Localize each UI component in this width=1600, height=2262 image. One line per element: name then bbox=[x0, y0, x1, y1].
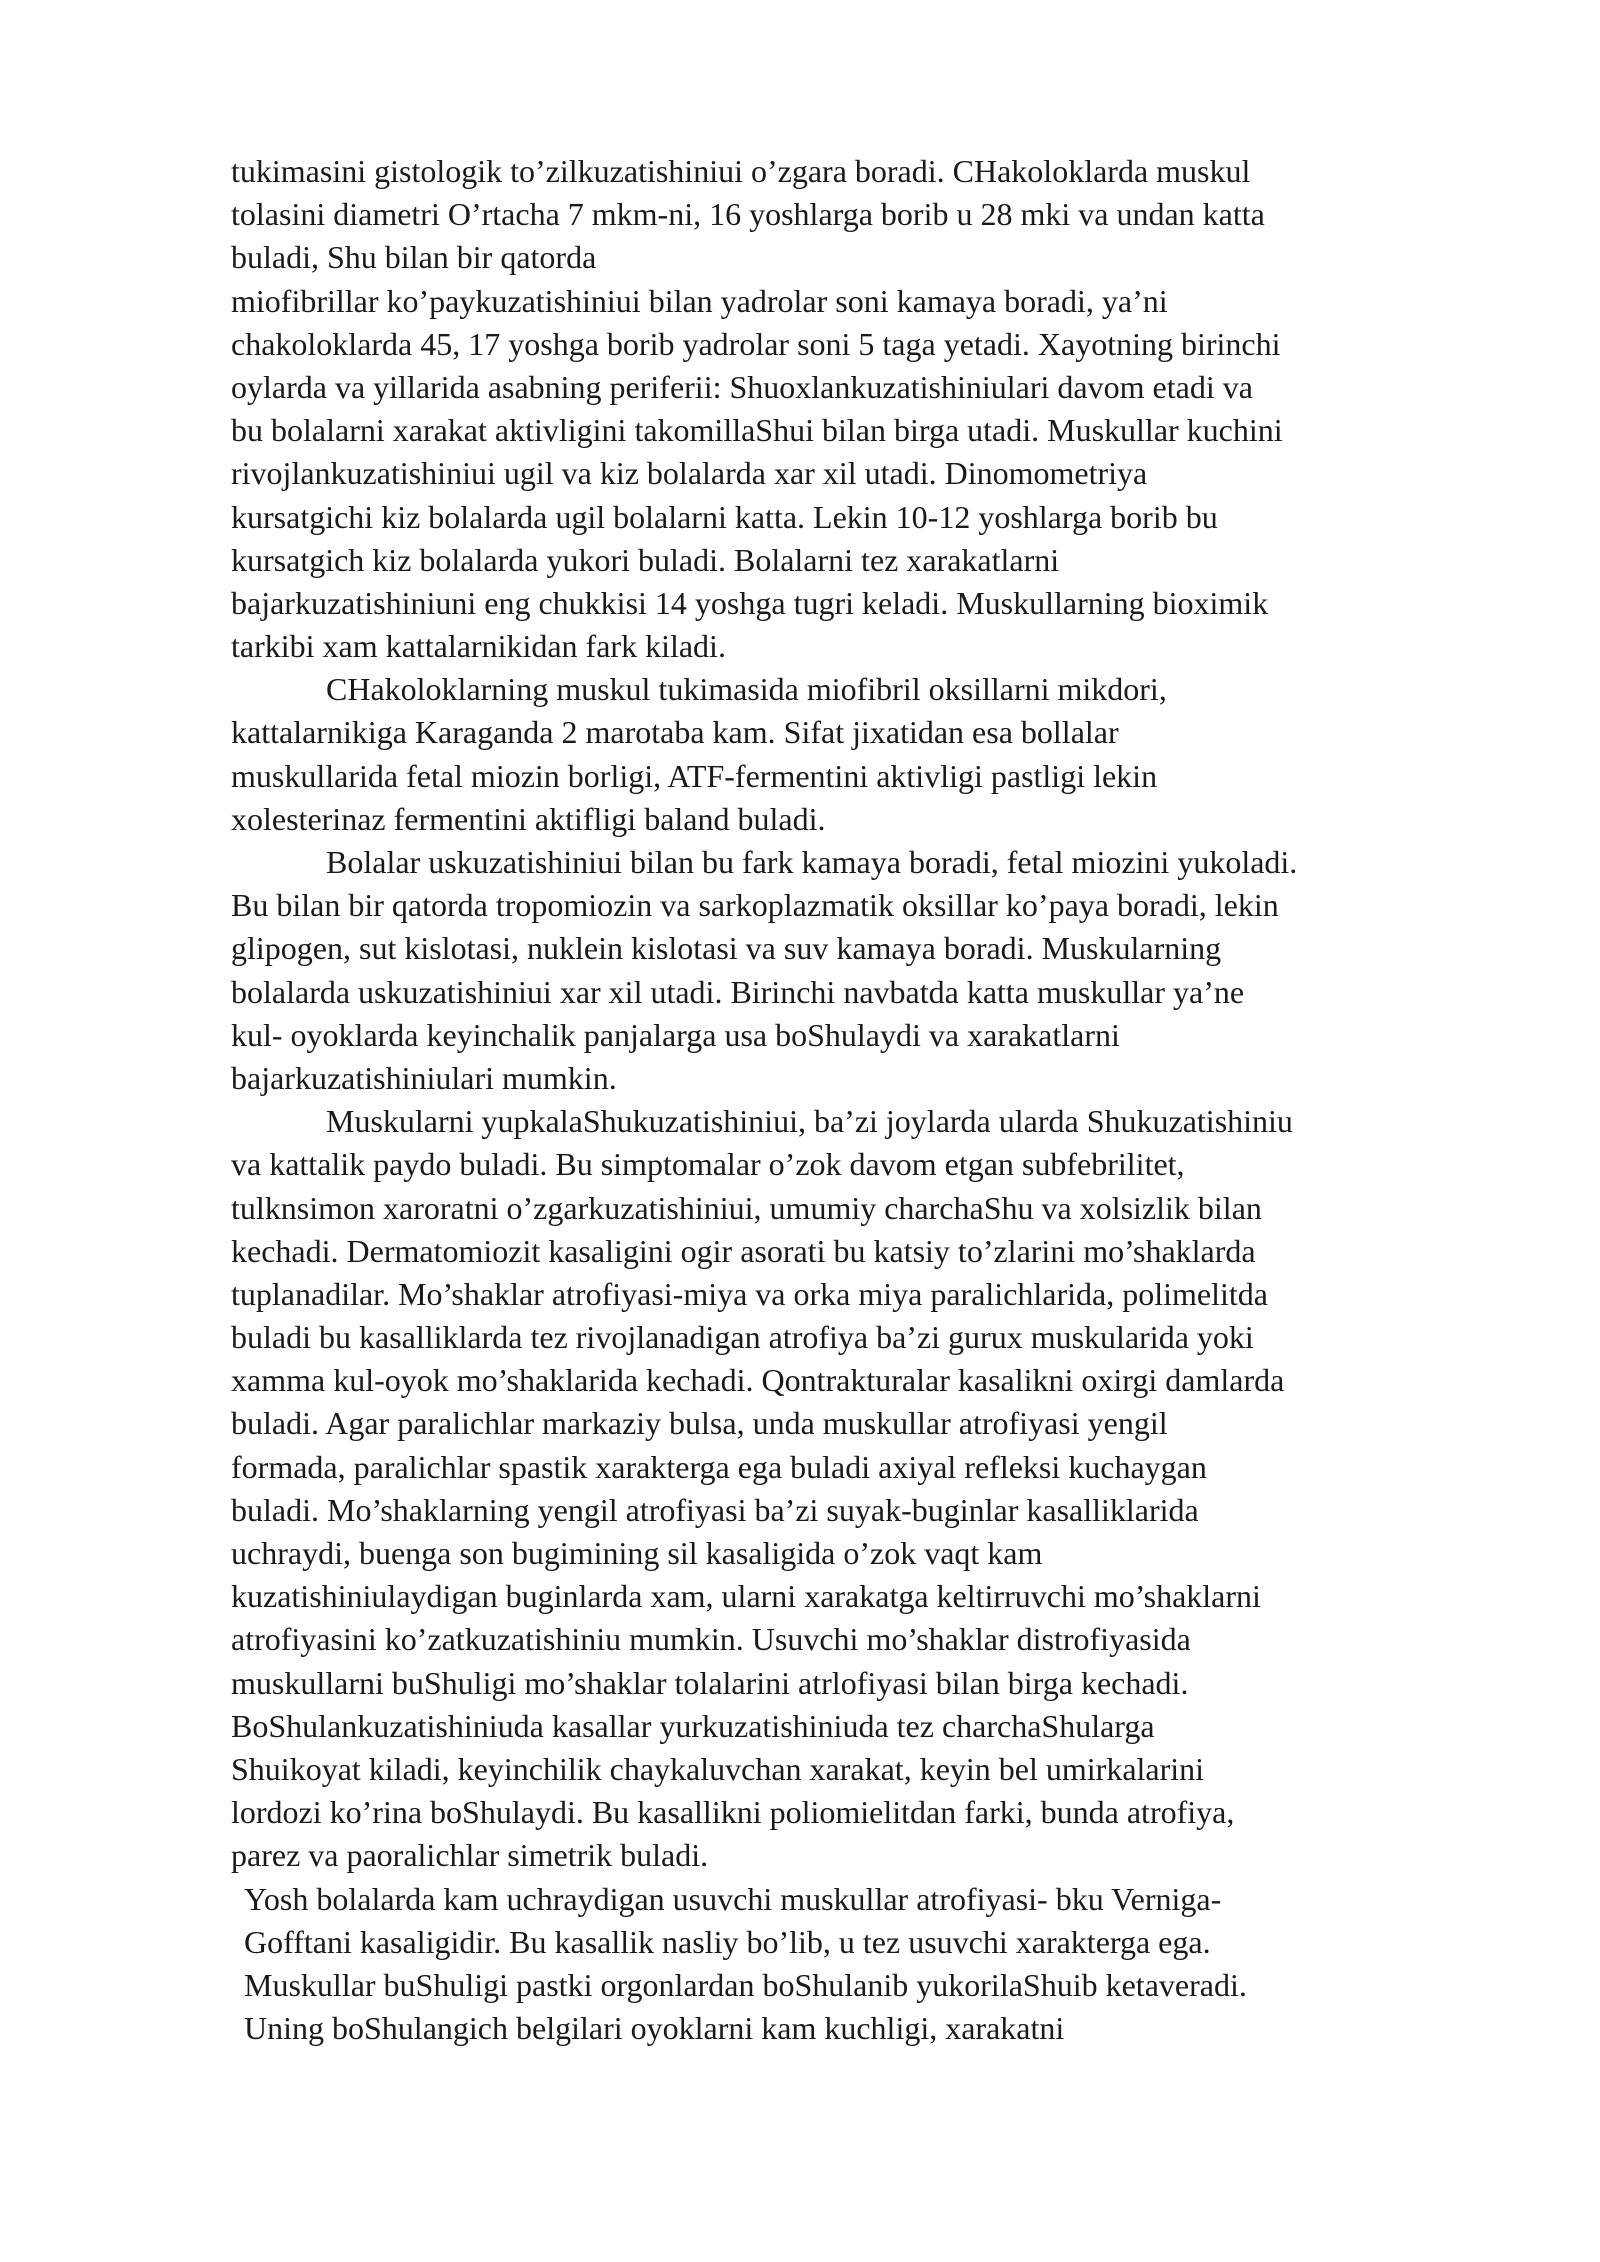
text-line: lordozi ko’rina boShulaydi. Bu kasallikni poliomielitdan farki, bunda atrofiya, bbox=[231, 1794, 1235, 1831]
text-line: kul- oyoklarda keyinchalik panjalarga usa boShulaydi va xarakatlarni bbox=[231, 1016, 1120, 1053]
paragraph-start-line: Bolalar uskuzatishiniui bilan bu fark kamaya boradi, fetal miozini yukoladi. bbox=[326, 844, 1298, 880]
text-line: bolalarda uskuzatishiniui xar xil utadi. Birinchi navbatda katta muskullar ya’ne bbox=[231, 973, 1245, 1010]
text-line: atrofiyasini ko’zatkuzatishiniu mumkin. Usuvchi mo’shaklar distrofiyasida bbox=[231, 1621, 1191, 1658]
text-line: va kattalik paydo buladi. Bu simptomalar o’zok davom etgan subfebrilitet, bbox=[231, 1146, 1185, 1183]
text-line: kursatgichi kiz bolalarda ugil bolalarni katta. Lekin 10-12 yoshlarga borib bu bbox=[231, 498, 1218, 535]
text-line: tukimasini gistologik to’zilkuzatishiniui o’zgara boradi. CHakoloklarda muskul bbox=[231, 153, 1251, 189]
text-line: tarkibi xam kattalarnikidan fark kiladi. bbox=[231, 628, 726, 665]
text-line: bajarkuzatishiniulari mumkin. bbox=[231, 1059, 617, 1096]
text-line: oylarda va yillarida asabning periferii: Shuoxlankuzatishiniulari davom etadi va bbox=[231, 368, 1253, 405]
text-line: buladi. Mo’shaklarning yengil atrofiyasi ba’zi suyak-buginlar kasalliklarida bbox=[231, 1491, 1199, 1528]
text-line: kuzatishiniulaydigan buginlarda xam, ularni xarakatga keltirruvchi mo’shaklarni bbox=[231, 1578, 1261, 1615]
text-line: Yosh bolalarda kam uchraydigan usuvchi muskullar atrofiyasi- bku Verniga- bbox=[244, 1880, 1222, 1917]
text-line: miofibrillar ko’paykuzatishiniui bilan yadrolar soni kamaya boradi, ya’ni bbox=[231, 282, 1168, 319]
text-line: muskullarni buShuligi mo’shaklar tolalarini atrlofiyasi bilan birga kechadi. bbox=[231, 1664, 1189, 1701]
text-line: Uning boShulangich belgilari oyoklarni kam kuchligi, xarakatni bbox=[244, 2010, 1065, 2047]
text-line: kattalarnikiga Karaganda 2 marotaba kam. Sifat jixatidan esa bollalar bbox=[231, 714, 1119, 751]
text-line: tolasini diametri O’rtacha 7 mkm-ni, 16 yoshlarga borib u 28 mki va undan katta bbox=[231, 196, 1265, 233]
paragraph-start-line: CHakoloklarning muskul tukimasida miofibril oksillarni mikdori, bbox=[326, 671, 1167, 708]
text-line: xolesterinaz fermentini aktifligi baland buladi. bbox=[231, 800, 826, 837]
text-line: BoShulankuzatishiniuda kasallar yurkuzatishiniuda tez charchaShularga bbox=[231, 1707, 1155, 1744]
text-line: buladi, Shu bilan bir qatorda bbox=[231, 239, 597, 276]
text-line: buladi bu kasalliklarda tez rivojlanadigan atrofiya ba’zi gurux muskularida yoki bbox=[231, 1319, 1254, 1356]
text-line: formada, paralichlar spastik xarakterga ega buladi axiyal refleksi kuchaygan bbox=[231, 1448, 1207, 1485]
text-line: Gofftani kasaligidir. Bu kasallik nasliy bo’lib, u tez usuvchi xarakterga ega. bbox=[244, 1923, 1211, 1960]
text-line: tulknsimon xaroratni o’zgarkuzatishiniui, umumiy charchaShu va xolsizlik bilan bbox=[231, 1189, 1262, 1226]
text-line: muskullarida fetal miozin borligi, ATF-fermentini aktivligi pastligi lekin bbox=[231, 757, 1158, 794]
text-line: glipogen, sut kislotasi, nuklein kislotasi va suv kamaya boradi. Muskularning bbox=[231, 930, 1222, 967]
text-line: Bu bilan bir qatorda tropomiozin va sarkoplazmatik oksillar ko’paya boradi, lekin bbox=[231, 887, 1279, 924]
paragraph-start-line: Muskularni yupkalaShukuzatishiniui, ba’zi joylarda ularda Shukuzatishiniu bbox=[326, 1103, 1293, 1140]
text-line: xamma kul-oyok mo’shaklarida kechadi. Qontrakturalar kasalikni oxirgi damlarda bbox=[231, 1362, 1285, 1399]
text-line: rivojlankuzatishiniui ugil va kiz bolalarda xar xil utadi. Dinomometriya bbox=[231, 455, 1148, 492]
text-line: uchraydi, buenga son bugimining sil kasaligida o’zok vaqt kam bbox=[231, 1535, 1043, 1571]
document-page bbox=[231, 150, 1521, 2050]
text-line: kursatgich kiz bolalarda yukori buladi. Bolalarni tez xarakatlarni bbox=[231, 541, 1060, 578]
text-line: parez va paoralichlar simetrik buladi. bbox=[231, 1837, 709, 1874]
text-line: buladi. Agar paralichlar markaziy bulsa, unda muskullar atrofiyasi yengil bbox=[231, 1405, 1168, 1442]
text-line: bajarkuzatishiniuni eng chukkisi 14 yoshga tugri keladi. Muskullarning bioximik bbox=[231, 584, 1269, 621]
text-line: kechadi. Dermatomiozit kasaligini ogir asorati bu katsiy to’zlarini mo’shaklarda bbox=[231, 1232, 1256, 1269]
text-line: chakoloklarda 45, 17 yoshga borib yadrolar soni 5 taga yetadi. Xayotning birinchi bbox=[231, 325, 1281, 362]
text-line: tuplanadilar. Mo’shaklar atrofiyasi-miya va orka miya paralichlarida, polimelitda bbox=[231, 1275, 1268, 1312]
text-line: bu bolalarni xarakat aktivligini takomillaShui bilan birga utadi. Muskullar kuchini bbox=[231, 412, 1283, 449]
text-line: Shuikoyat kiladi, keyinchilik chaykaluvchan xarakat, keyin bel umirkalarini bbox=[231, 1750, 1205, 1787]
text-line: Muskullar buShuligi pastki orgonlardan boShulanib yukorilaShuib ketaveradi. bbox=[244, 1966, 1247, 2003]
